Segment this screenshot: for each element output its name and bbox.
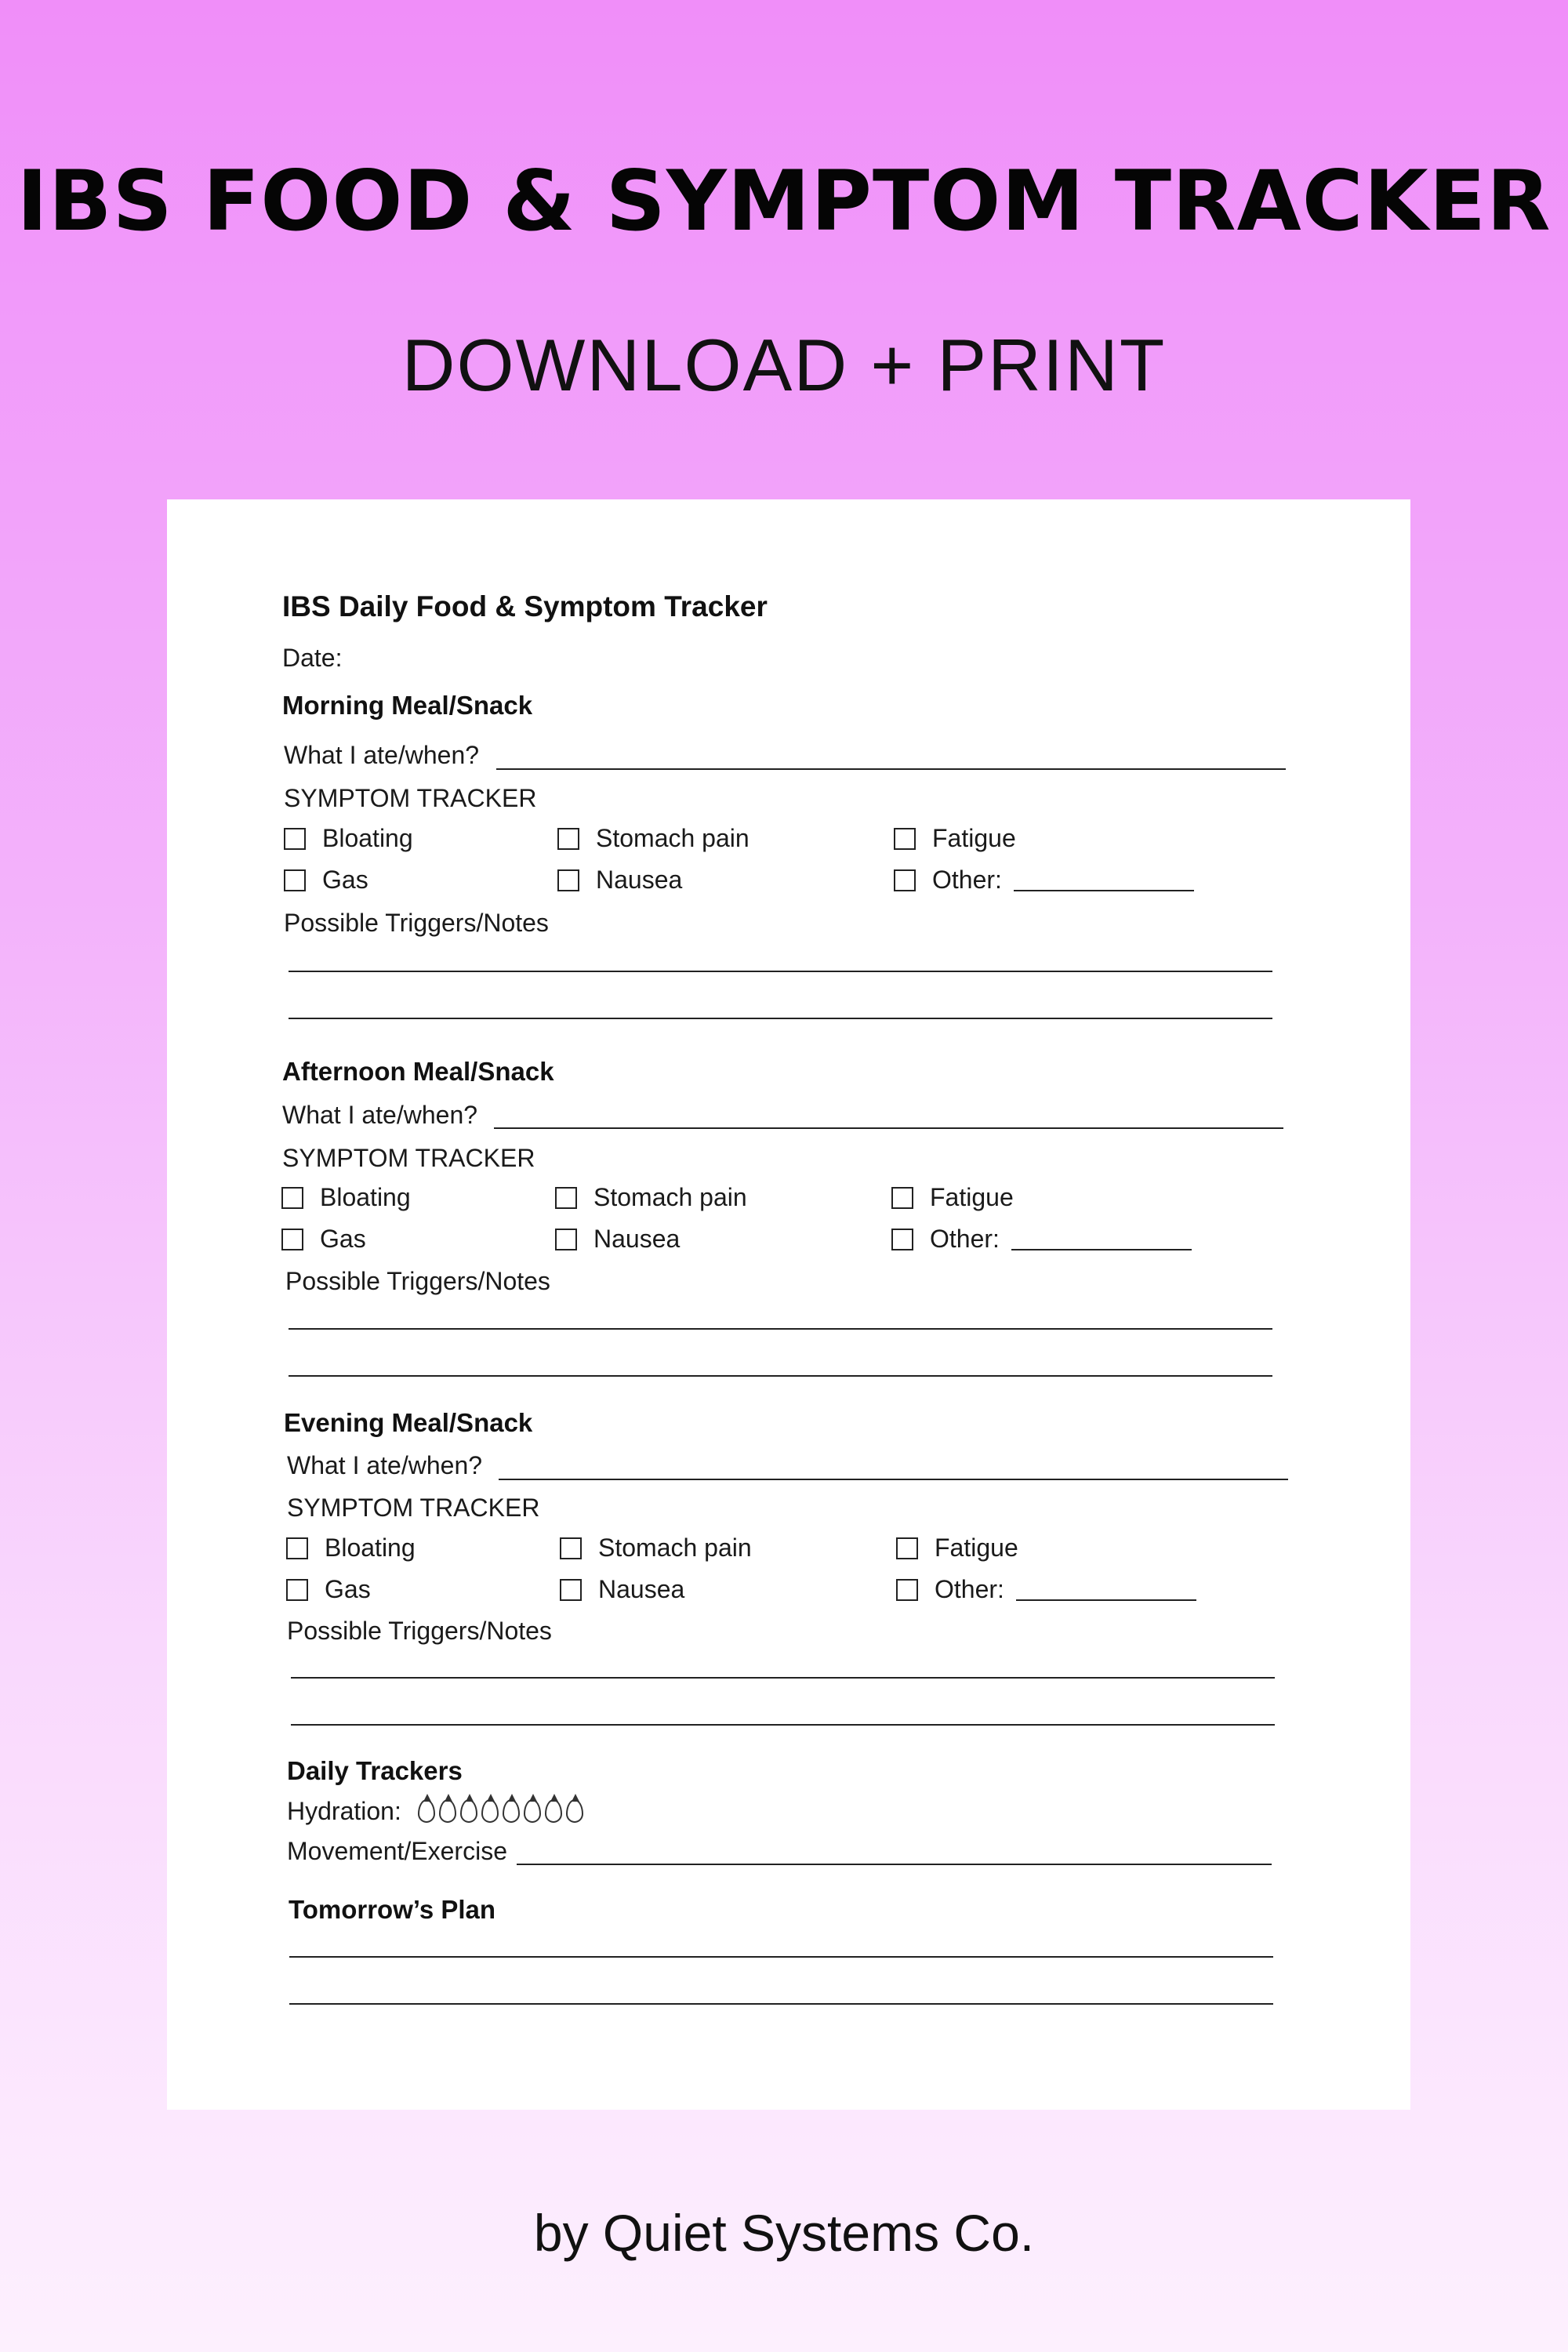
poster-title: IBS FOOD & SYMPTOM TRACKER — [16, 153, 1552, 249]
stomach-pain-checkbox[interactable] — [557, 828, 579, 850]
other-checkbox[interactable] — [896, 1579, 918, 1601]
plan-write-line[interactable] — [289, 1956, 1273, 1958]
notes-label: Possible Triggers/Notes — [284, 909, 549, 937]
other-checkbox[interactable] — [891, 1229, 913, 1250]
symptom-label: Other: — [930, 1225, 1000, 1253]
notes-label: Possible Triggers/Notes — [287, 1617, 552, 1645]
notes-write-line[interactable] — [289, 1375, 1272, 1377]
hydration-label: Hydration: — [287, 1797, 401, 1825]
bloating-checkbox[interactable] — [286, 1537, 308, 1559]
other-write-line[interactable] — [1011, 1249, 1192, 1250]
ate-label: What I ate/when? — [284, 741, 480, 769]
fatigue-checkbox[interactable] — [891, 1187, 913, 1209]
symptom-label: Fatigue — [935, 1534, 1018, 1562]
water-drop-icon[interactable] — [503, 1799, 520, 1823]
ate-label: What I ate/when? — [287, 1451, 483, 1479]
symptom-label: Stomach pain — [593, 1183, 747, 1211]
notes-write-line[interactable] — [289, 971, 1272, 972]
notes-write-line[interactable] — [291, 1724, 1275, 1726]
notes-write-line[interactable] — [291, 1677, 1275, 1679]
tracker-sheet — [167, 499, 1410, 2110]
fatigue-checkbox[interactable] — [894, 828, 916, 850]
other-write-line[interactable] — [1016, 1599, 1196, 1601]
symptom-label: Other: — [932, 866, 1002, 894]
bloating-checkbox[interactable] — [281, 1187, 303, 1209]
water-drop-icon[interactable] — [439, 1799, 456, 1823]
movement-write-line[interactable] — [517, 1864, 1272, 1865]
daily-trackers-heading: Daily Trackers — [287, 1756, 463, 1785]
symptom-label: Stomach pain — [598, 1534, 752, 1562]
gas-checkbox[interactable] — [286, 1579, 308, 1601]
water-drop-icon[interactable] — [418, 1799, 435, 1823]
water-drop-icon[interactable] — [524, 1799, 541, 1823]
other-write-line[interactable] — [1014, 890, 1194, 891]
symptom-label: Bloating — [325, 1534, 416, 1562]
notes-write-line[interactable] — [289, 1018, 1272, 1019]
water-drop-icon[interactable] — [481, 1799, 499, 1823]
date-label: Date: — [282, 644, 343, 672]
water-drop-icon[interactable] — [460, 1799, 477, 1823]
gas-checkbox[interactable] — [284, 869, 306, 891]
symptom-label: Gas — [322, 866, 368, 894]
water-drop-icon[interactable] — [545, 1799, 562, 1823]
symptom-tracker-label: SYMPTOM TRACKER — [287, 1494, 540, 1522]
byline: by Quiet Systems Co. — [533, 2204, 1035, 2262]
nausea-checkbox[interactable] — [557, 869, 579, 891]
symptom-label: Fatigue — [930, 1183, 1014, 1211]
other-checkbox[interactable] — [894, 869, 916, 891]
symptom-label: Bloating — [320, 1183, 411, 1211]
stomach-pain-checkbox[interactable] — [560, 1537, 582, 1559]
nausea-checkbox[interactable] — [560, 1579, 582, 1601]
symptom-label: Stomach pain — [596, 824, 750, 852]
gas-checkbox[interactable] — [281, 1229, 303, 1250]
symptom-tracker-label: SYMPTOM TRACKER — [284, 784, 537, 812]
ate-write-line[interactable] — [494, 1127, 1283, 1129]
hydration-drops — [418, 1799, 583, 1823]
bloating-checkbox[interactable] — [284, 828, 306, 850]
meal-heading-afternoon: Afternoon Meal/Snack — [282, 1057, 554, 1086]
plan-write-line[interactable] — [289, 2003, 1273, 2005]
ate-write-line[interactable] — [499, 1479, 1288, 1480]
sheet-title: IBS Daily Food & Symptom Tracker — [282, 590, 768, 622]
meal-heading-evening: Evening Meal/Snack — [284, 1408, 533, 1437]
symptom-label: Nausea — [598, 1575, 685, 1603]
symptom-tracker-label: SYMPTOM TRACKER — [282, 1144, 535, 1172]
ate-label: What I ate/when? — [282, 1101, 478, 1129]
symptom-label: Nausea — [596, 866, 683, 894]
movement-label: Movement/Exercise — [287, 1837, 507, 1865]
ate-write-line[interactable] — [496, 768, 1286, 770]
plan-heading: Tomorrow’s Plan — [289, 1895, 496, 1924]
water-drop-icon[interactable] — [566, 1799, 583, 1823]
symptom-label: Fatigue — [932, 824, 1016, 852]
nausea-checkbox[interactable] — [555, 1229, 577, 1250]
symptom-label: Gas — [320, 1225, 366, 1253]
meal-heading-morning: Morning Meal/Snack — [282, 691, 533, 720]
poster-subtitle: DOWNLOAD + PRINT — [401, 324, 1167, 406]
fatigue-checkbox[interactable] — [896, 1537, 918, 1559]
symptom-label: Gas — [325, 1575, 371, 1603]
symptom-label: Bloating — [322, 824, 413, 852]
notes-write-line[interactable] — [289, 1328, 1272, 1330]
stomach-pain-checkbox[interactable] — [555, 1187, 577, 1209]
symptom-label: Other: — [935, 1575, 1004, 1603]
notes-label: Possible Triggers/Notes — [285, 1267, 550, 1295]
symptom-label: Nausea — [593, 1225, 681, 1253]
